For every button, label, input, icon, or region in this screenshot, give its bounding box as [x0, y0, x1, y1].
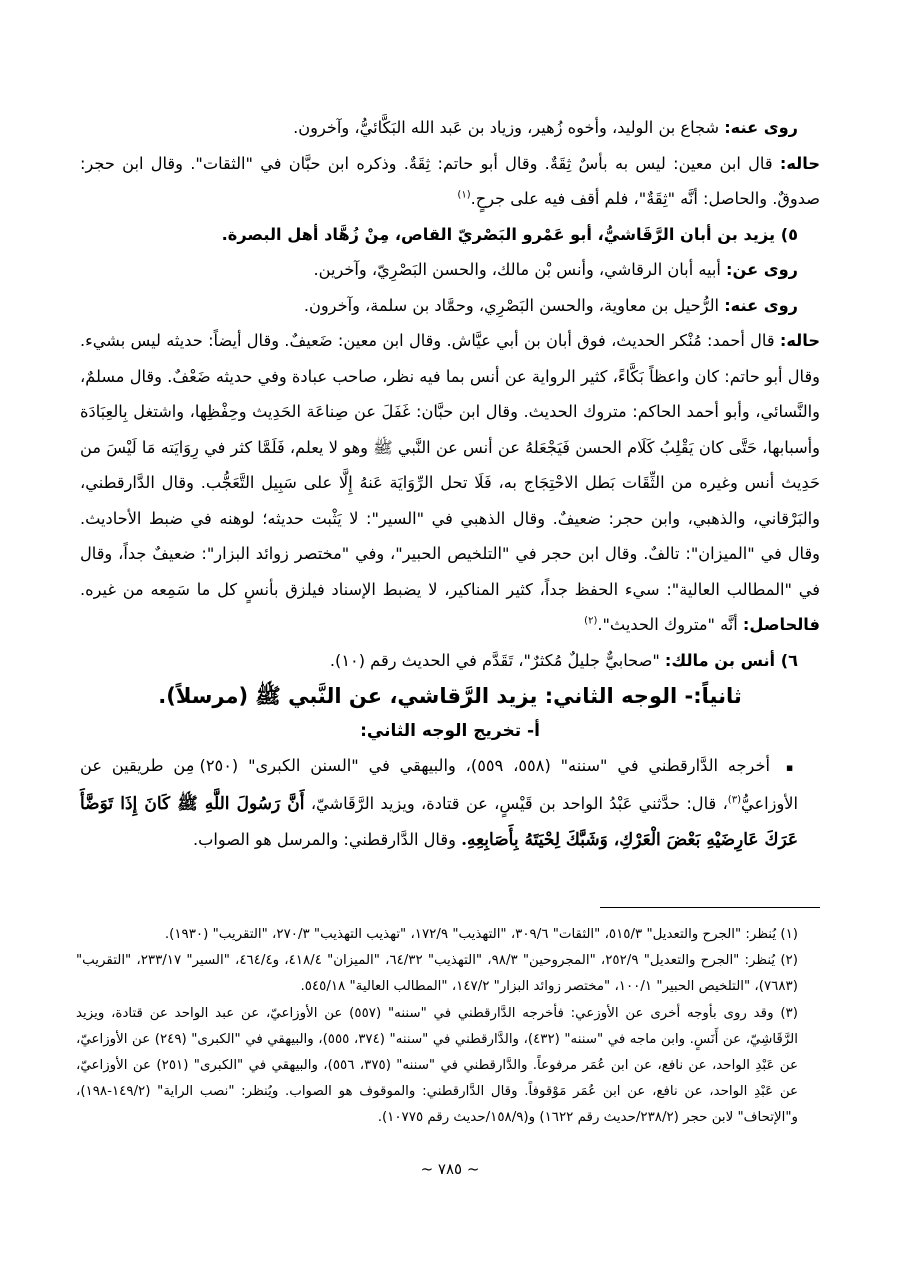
subsection-title: أ- تخريج الوجه الثاني:	[360, 721, 540, 741]
conclusion-label: فالحاصل:	[742, 615, 820, 634]
status-paragraph: حاله: قال أحمد: مُنْكر الحديث، فوق أبان بن أبي عيَّاش. وقال ابن معين: ضَعيفٌ. وقال أيضاً: حديثه ليس بشيء. وقال أبو حاتم: كان واعظاً بَكَّاءً، كثير الرواية عن أنس بما فيه نظر، صاحب عبادة وفي حديثه ضَعْفٌ. وقال مسلمٌ، والنَّسائي، وأبو أحمد الحاكم: متروك الحديث. وقال ابن حبَّان: غَفَلَ عن صِناعَة الحَدِيث وحِفْظِها، واشتغل بِالعِبَادَة وأسبابها، حَتَّى كان يَقْلِبُ كَلَام الحسن فَيَجْعَلهُ عن أنس عن النَّبي ﷺ وهو لا يعلم، فَلَمَّا كثر في رِوَايَته مَا لَيْسَ من حَدِيث أنس وغيره من الثِّقَات بَطل الاحْتِجَاج به، فَلَا تحل الرِّوَايَة عَنهُ إِلَّا على سَبِيل التَّعَجُّب. وقال الدَّارقطني، والبَرْقاني، والذهبي، وابن حجر: ضعيفٌ. وقال الذهبي في "السير": لا يَثْبت حديثه؛ لوهنه في ضبط الأحاديث. وقال في "الميزان": تالفٌ. وقال ابن حجر في "التلخيص الحبير"، وفي "مختصر زوائد البزار": ضعيفٌ جداً، وقال في "المطالب العالية": سيء الحفظ جداً، كثير المناكير، لا يضبط الإسناد فيلزق بأنسٍ كل ما سَمِعه من غيره. فالحاصل: أنَّه "متروك الحديث".$^{(٢)}$	[80, 331, 820, 634]
label-haluhu: حاله:	[779, 153, 820, 173]
label-rawa-anhu: روى عنه:	[724, 295, 798, 315]
footnote-ref[interactable]: (١)	[457, 189, 471, 201]
footnotes	[76, 922, 820, 1132]
section-title: ثانياً:- الوجه الثاني: يزيد الرَّقاشي، عن النَّبي ﷺ (مرسلاً).	[158, 684, 742, 708]
footnote-ref[interactable]: (٢)	[584, 615, 598, 627]
takhrij-paragraph: ▪ أخرجه الدَّارقطني في "سننه" (٥٥٨، ٥٥٩)، والبيهقي في "السنن الكبرى" (٢٥٠) مِن طريقين عن الأوزاعيُّ$^{(٣)}$، قال: حدَّثني عَبْدُ الواحد بن قَيْسٍ، عن قتادة، ويزيد الرَّقَاشيّ، أَنَّ رَسُولَ اللَّهِ ﷺ كَانَ إِذَا تَوَضَّأَ عَرَكَ عَارِضَيْهِ بَعْضَ الْعَرْكِ، وَشَبَّكَ لِحْيَتَهُ بِأَصَابِعِهِ. وقال الدَّارقطني: والمرسل هو الصواب.	[80, 756, 798, 850]
label-haluhu: حاله:	[779, 331, 820, 350]
status-paragraph: حاله: قال ابن معين: ليس به بأسٌ ثِقَةٌ. وقال أبو حاتم: ثِقَةٌ. وذكره ابن حبَّان في "الثقات". وقال ابن حجر: صدوقٌ. والحاصل: أنَّه "ثِقَةٌ"، فلم أقف فيه على جرحٍ.$^{(١)}$	[80, 153, 820, 208]
footnote-ref[interactable]: (٣)	[727, 794, 741, 806]
narrators-from-paragraph: روى عنه: شجاع بن الوليد، وأخوه زُهير، وزياد بن عَبد الله البَكَّائيُّ، وآخرون.	[293, 118, 798, 137]
main-text	[80, 110, 820, 859]
narrator-heading: ٥) يزيد بن أبان الرَّقَاشيُّ، أبو عَمْرو البَصْريّ القاص، مِنْ زُهَّاد أهل البصرة.	[221, 224, 798, 244]
bullet-icon: ▪	[785, 761, 798, 774]
label-rawa-an: روى عن:	[726, 260, 798, 279]
label-rawa-anhu: روى عنه:	[724, 118, 798, 137]
footnote: (٣) وقد روى بأوجه أخرى عن الأوزعي: فأخرجه الدَّارقطني في "سننه" (٥٥٧) عن الأوزاعيّ، عن عبد الواحد عن قتادة، ويزيد الرَّقَاشِيّ، عن أَنَسٍ. وابن ماجه في "سننه" (٤٣٢)، والدَّارقطني في "سننه" (٣٧٤، ٥٥٥)، والبيهقي في "الكبرى" (٢٤٩) عن الأوزاعيّ، عن عَبْدِ الواحد، عن نافع، عن ابن عُمَر مرفوعاً. والدَّارقطني في "سننه" (٣٧٥، ٥٥٦)، والبيهقي في "الكبرى" (٢٥١) عن الأوزاعيّ، عن عَبْدِ الواحد، عن نافع، عن ابن عُمَر مَوْقوفاً. وقال الدَّارقطني: والموقوف هو الصواب. ويُنظر: "نصب الراية" (١٤٩/٢-١٩٨)، و"الإتحاف" لابن حجر (٢٣٨/٢/حديث رقم ١٦٢٢) و(١٥٨/٩/حديث رقم ١٠٧٧٥).	[76, 1005, 798, 1126]
footnote: (١) يُنظر: "الجرح والتعديل" ٥١٥/٣، "الثقات" ٣٠٩/٦، "التهذيب" ١٧٢/٩، "تهذيب التهذيب" ٢٧٠/٣، "التقريب" (١٩٣٠).	[164, 927, 798, 942]
hadith-text: أَنَّ رَسُولَ اللَّهِ ﷺ كَانَ إِذَا تَوَضَّأَ عَرَكَ عَارِضَيْهِ بَعْضَ الْعَرْكِ، وَشَبَّكَ لِحْيَتَهُ بِأَصَابِعِهِ.	[80, 793, 798, 850]
narrators-to-paragraph: روى عن: أبيه أبان الرقاشي، وأنس بْن مالك، والحسن البَصْرِيّ، وآخرين.	[313, 260, 798, 279]
page-number: ~ ٧٨٥ ~	[420, 1160, 480, 1178]
narrators-from-paragraph: روى عنه: الرُّحيل بن معاوية، والحسن البَصْرِي، وحمَّاد بن سلمة، وآخرون.	[303, 295, 798, 315]
footnote: (٢) يُنظر: "الجرح والتعديل" ٢٥٢/٩، "المجروحين" ٩٨/٣، "التهذيب" ٦٤/٣٢، "الميزان" ٤١٨/٤، و٤٦٤/٤، "السير" ٢٣٣/١٧، "التقريب" (٧٦٨٣)، "التلخيص الحبير" ١٠٠/١، "مختصر زوائد البزار" ١٤٧/٢، "المطالب العالية" ٥٤٥/١٨.	[76, 953, 798, 995]
footnote-separator	[600, 907, 820, 908]
narrator-heading: ٦) أنس بن مالك: "صحابيٌّ جليلٌ مُكثرٌ"، تَقَدَّم في الحديث رقم (١٠).	[329, 650, 798, 670]
